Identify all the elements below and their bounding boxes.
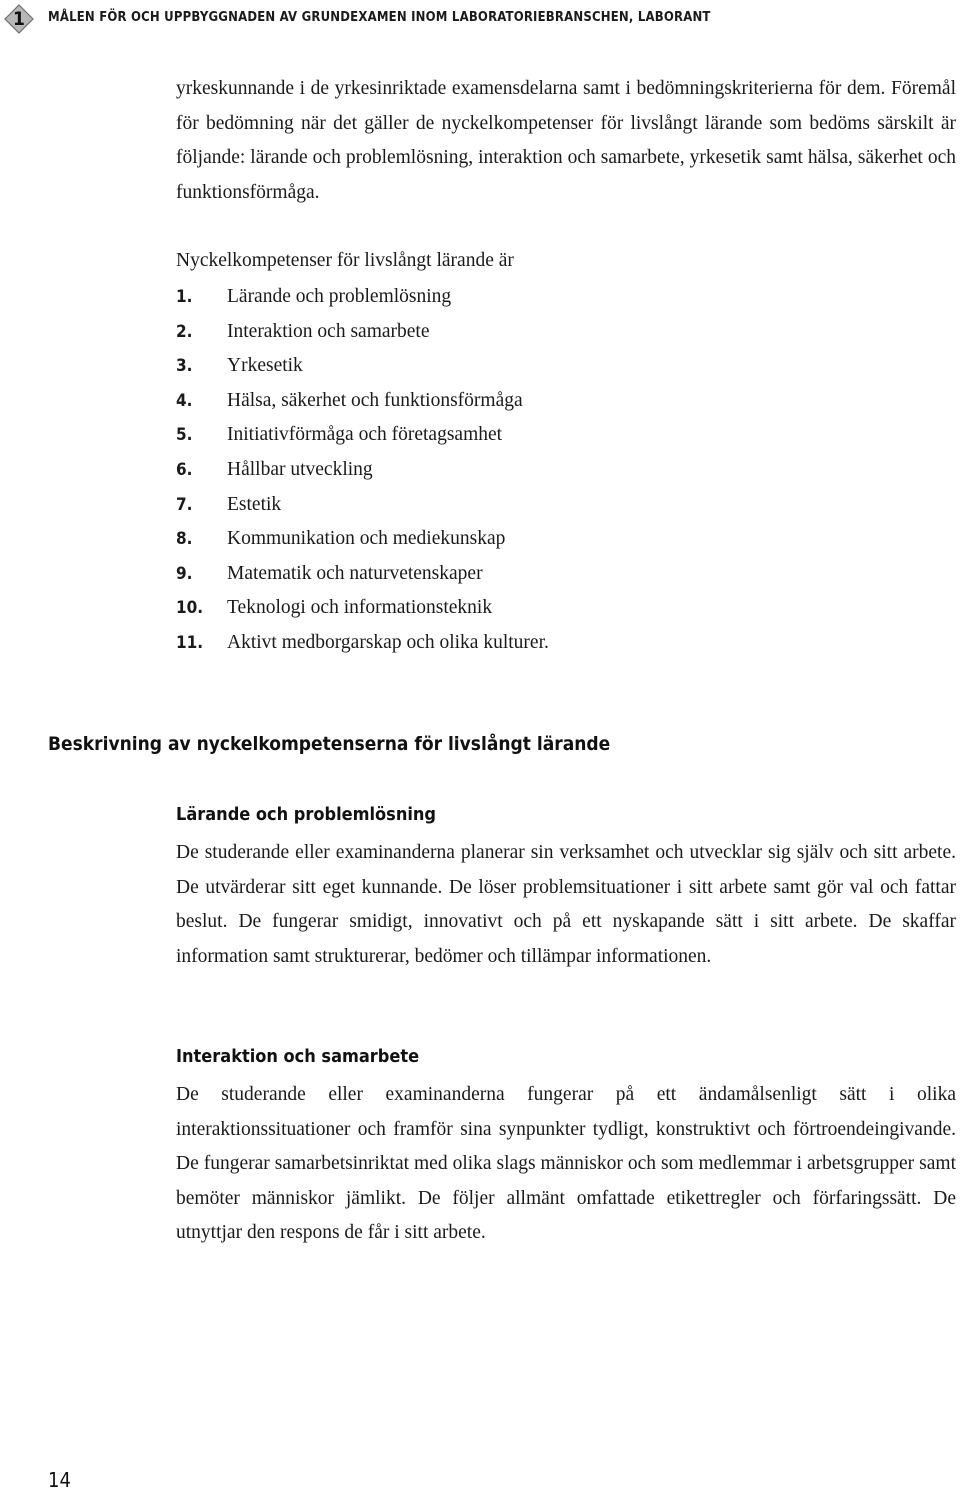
paragraph-larande: De studerande eller examinanderna planerar sin verksamhet och utvecklar sig själv och sitt arbete. De utvärderar sitt eget kunnande. De löser problemsituationer i sitt arbete samt gör val och fattar beslut. De fungerar smidigt, innovativt och på ett nyskapande sätt i sitt arbete. De skaffar information samt strukturerar, bedömer och tillämpar informationen. [176,842,956,967]
list-item: 11. Aktivt medborgarskap och olika kulturer. [176,631,549,653]
opening-paragraph: yrkeskunnande i de yrkesinriktade examensdelarna samt i bedömningskriterierna för dem. Föremål för bedömning när det gäller de nyckelkompetenser för livslångt lärande som bedöms särskilt är följande: lärande och problemlösning, interaktion och samarbete, yrkesetik samt hälsa, säkerhet och funktionsförmåga. [176,78,956,203]
page-number: 14 [48,1468,71,1492]
list-item: 3. Yrkesetik [176,355,303,377]
chapter-badge [4,4,34,34]
list-item: 8. Kommunikation och mediekunskap [176,528,506,550]
list-item: 6. Hållbar utveckling [176,458,373,480]
section-title: Beskrivning av nyckelkompetenserna för livslångt lärande [48,733,611,755]
page-header [0,0,960,42]
chapter-number: 1 [13,8,25,30]
list-item: 10. Teknologi och informationsteknik [176,597,493,619]
running-title: MÅLEN FÖR OCH UPPBYGGNADEN AV GRUNDEXAMEN INOM LABORATORIEBRANSCHEN, LABORANT [48,10,711,25]
list-item: 7. Estetik [176,493,282,515]
list-intro: Nyckelkompetenser för livslångt lärande är [176,250,514,271]
list-item: 2. Interaktion och samarbete [176,320,430,342]
subheading-interaktion: Interaktion och samarbete [176,1046,420,1067]
subheading-larande: Lärande och problemlösning [176,804,437,825]
list-item: 5. Initiativförmåga och företagsamhet [176,424,503,446]
list-item: 1. Lärande och problemlösning [176,286,452,307]
list-item: 4. Hälsa, säkerhet och funktionsförmåga [176,389,523,411]
list-item: 9. Matematik och naturvetenskaper [176,562,483,584]
paragraph-interaktion: De studerande eller examinanderna fungerar på ett ändamålsenligt sätt i olika interaktionssituationer och framför sina synpunkter tydligt, konstruktivt och förtroendeingivande. De fungerar samarbetsinriktat med olika slags människor och som medlemmar i arbetsgrupper samt bemöter människor jämlikt. De följer allmänt omfattade etikettregler och förfaringssätt. De utnyttjar den respons de får i sitt arbete. [176,1084,956,1244]
competence-list [176,280,549,661]
